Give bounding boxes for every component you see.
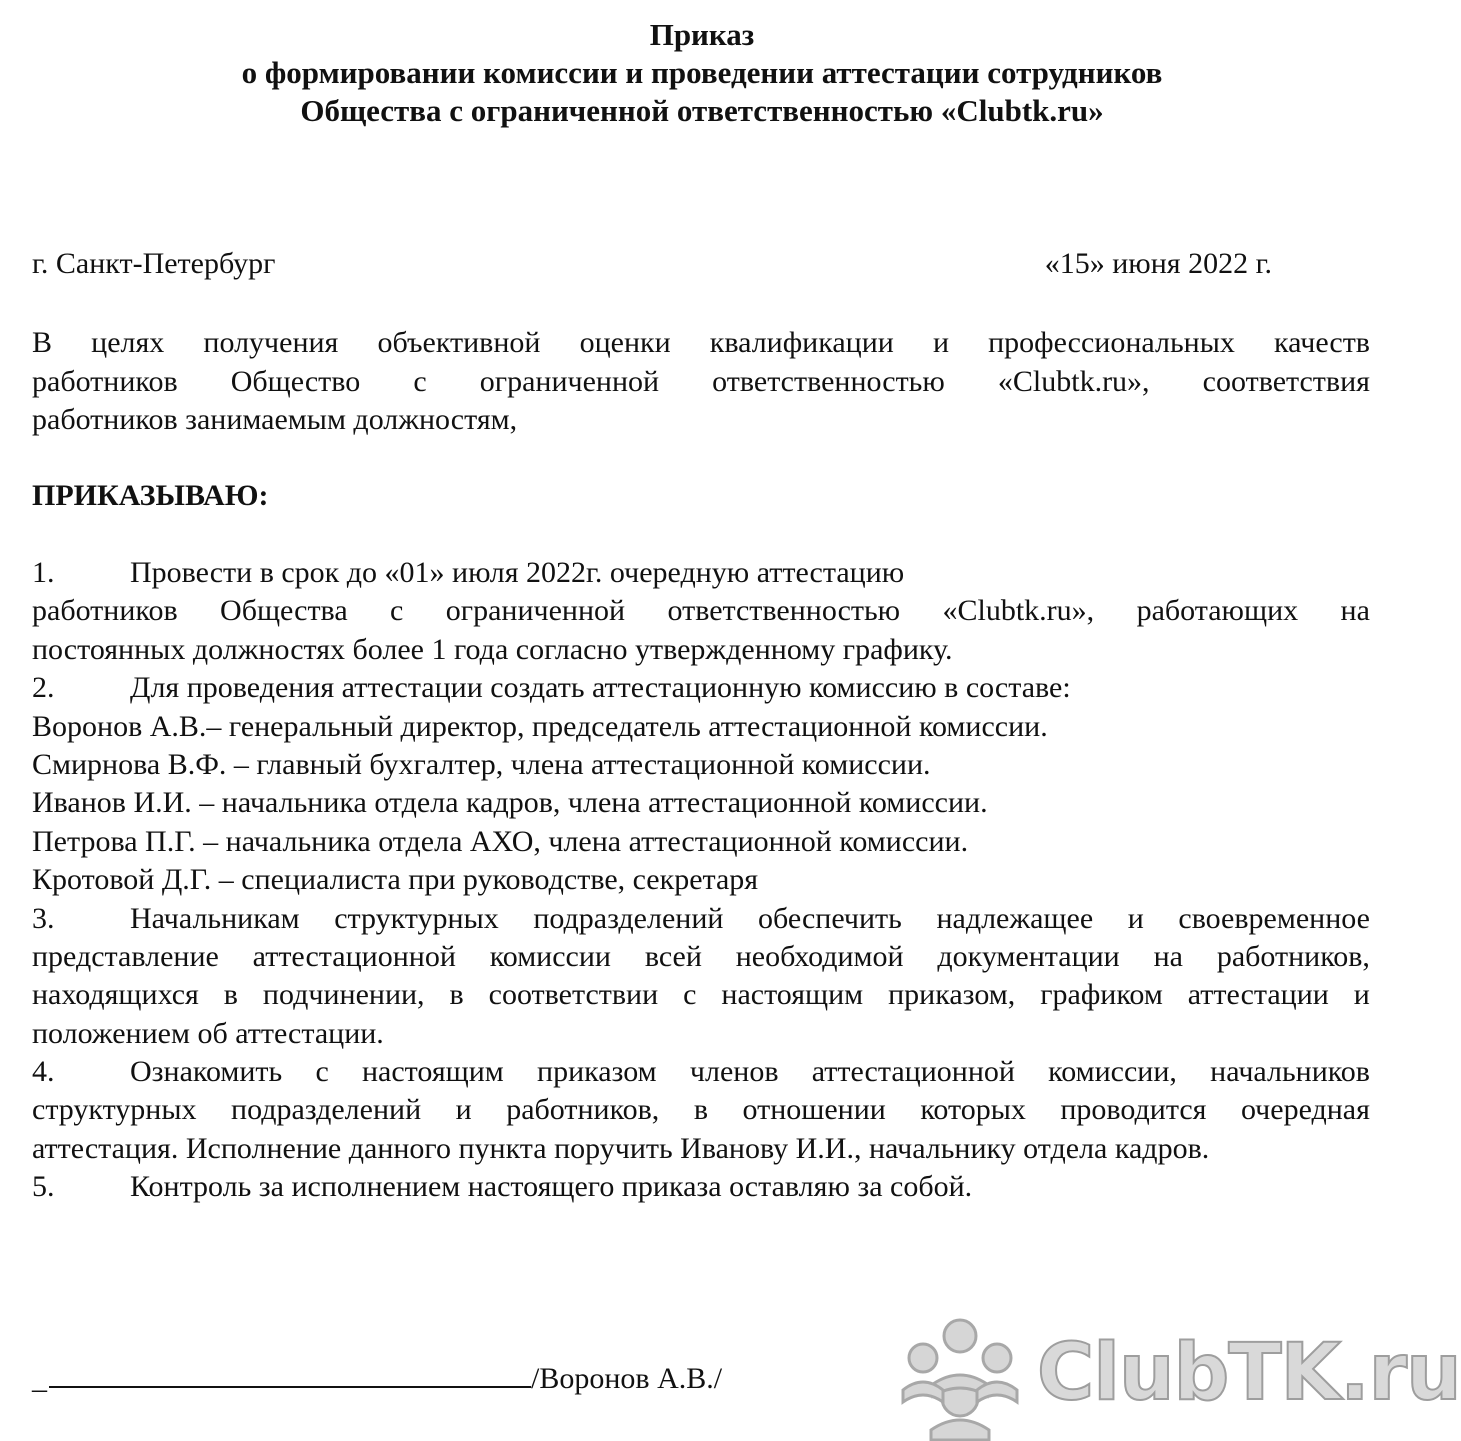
word: начальников <box>1210 1055 1370 1089</box>
word: Общество <box>230 364 361 398</box>
word: и <box>1353 978 1370 1012</box>
word: всей <box>644 939 702 973</box>
word: Общества <box>220 594 348 628</box>
word: получения <box>203 326 339 359</box>
item-4-number: 4. <box>32 1055 55 1089</box>
word: объективной <box>377 326 541 359</box>
word: ответственностью <box>712 364 945 398</box>
word: Начальникам <box>130 901 300 935</box>
word: очередная <box>1240 1093 1370 1127</box>
word: и <box>932 326 949 359</box>
word: своевременное <box>1178 901 1370 935</box>
item-1-text: Провести в срок до «01» июля 2022г. очередную аттестацию <box>130 556 905 589</box>
signature-line <box>49 1358 531 1388</box>
commission-member: Петрова П.Г. – начальника отдела АХО, члена аттестационной комиссии. <box>32 824 969 858</box>
word: в <box>693 1093 708 1127</box>
word: с <box>315 1055 329 1089</box>
word: квалификации <box>709 326 894 359</box>
word: В <box>32 326 53 359</box>
item-2-text: Для проведения аттестации создать аттестационную комиссию в составе: <box>130 671 1071 705</box>
commission-member: Воронов А.В.– генеральный директор, председатель аттестационной комиссии. <box>32 709 1048 743</box>
item-1-line-3: постоянных должностях более 1 года согласно утвержденному графику. <box>32 632 953 666</box>
word: приказом <box>537 1055 657 1089</box>
word: структурных <box>334 901 499 935</box>
word: «Clubtk.ru», <box>997 364 1150 398</box>
word: членов <box>689 1055 779 1089</box>
word: настоящим <box>721 978 864 1012</box>
signature-block <box>32 1358 722 1398</box>
word: ограниченной <box>445 594 626 628</box>
word: работников <box>32 364 178 398</box>
word: оценки <box>579 326 671 359</box>
item-4-line-1 <box>32 1053 1370 1091</box>
order-items <box>32 554 1370 1207</box>
item-3-line-2 <box>32 938 1370 976</box>
item-4-line-1-words <box>130 1053 1370 1091</box>
word: аттестации <box>1187 978 1329 1012</box>
word: необходимой <box>735 939 904 973</box>
item-1-number: 1. <box>32 556 55 589</box>
word: работников, <box>1216 939 1370 973</box>
word: структурных <box>32 1093 197 1127</box>
order-word: ПРИКАЗЫВАЮ: <box>32 479 269 512</box>
preamble-line-1 <box>32 324 1370 363</box>
commission-member: Кротовой Д.Г. – специалиста при руководстве, секретаря <box>32 863 759 897</box>
word: отношении <box>742 1093 886 1127</box>
preamble-line-3: работников занимаемым должностям, <box>32 403 518 436</box>
item-3-line-1 <box>32 900 1370 938</box>
item-2-line-1 <box>32 669 1370 707</box>
word: комиссии, <box>1048 1055 1177 1089</box>
title-heading: Приказ <box>649 17 755 52</box>
signature-prefix: _ <box>32 1362 47 1395</box>
item-2-number: 2. <box>32 671 55 705</box>
word: Ознакомить <box>130 1055 283 1089</box>
word: подчинении, <box>262 978 425 1012</box>
word: находящихся <box>32 978 199 1012</box>
commission-member: Иванов И.И. – начальника отдела кадров, члена аттестационной комиссии. <box>32 786 988 820</box>
preamble <box>32 324 1370 440</box>
document-title <box>0 16 1404 130</box>
word: документации <box>937 939 1120 973</box>
word: в <box>449 978 464 1012</box>
title-subject: о формировании комиссии и проведении аттестации сотрудников <box>241 55 1163 90</box>
word: настоящим <box>362 1055 504 1089</box>
people-logo-icon <box>893 1306 1028 1441</box>
word: с <box>413 364 427 398</box>
word: с <box>390 594 404 628</box>
watermark-text: ClubTK.ru <box>1037 1328 1461 1418</box>
word: графиком <box>1040 978 1163 1012</box>
word: соответствии <box>488 978 659 1012</box>
item-5-text: Контроль за исполнением настоящего приказа оставляю за собой. <box>130 1170 973 1204</box>
word: надлежащее <box>936 901 1094 935</box>
item-1-line-2 <box>32 592 1370 630</box>
item-5-number: 5. <box>32 1170 55 1204</box>
word: в <box>223 978 238 1012</box>
preamble-line-2 <box>32 363 1370 402</box>
word: на <box>1340 594 1370 628</box>
item-3-number: 3. <box>32 901 55 935</box>
word: целях <box>91 326 165 359</box>
word: «Clubtk.ru», <box>942 594 1095 628</box>
word: подразделений <box>231 1093 422 1127</box>
word: качеств <box>1274 326 1370 359</box>
item-1-line-1 <box>32 554 1370 592</box>
item-3-line-1-words <box>130 900 1370 938</box>
word: работающих <box>1136 594 1299 628</box>
word: комиссии <box>489 939 611 973</box>
signatory-name: /Воронов А.В./ <box>531 1362 723 1395</box>
word: соответствия <box>1202 364 1370 398</box>
word: проводится <box>1060 1093 1207 1127</box>
word: работников, <box>506 1093 660 1127</box>
title-company: Общества с ограниченной ответственностью «Clubtk.ru» <box>300 93 1104 128</box>
word: профессиональных <box>988 326 1235 359</box>
word: работников <box>32 594 178 628</box>
word: аттестационной <box>811 1055 1015 1089</box>
word: ограниченной <box>479 364 660 398</box>
word: обеспечить <box>758 901 902 935</box>
commission-member: Смирнова В.Ф. – главный бухгалтер, члена аттестационной комиссии. <box>32 747 931 781</box>
item-5-line-1 <box>32 1168 1370 1206</box>
item-4-line-2 <box>32 1091 1370 1129</box>
word: представление <box>32 939 219 973</box>
item-3-line-4: положением об аттестации. <box>32 1016 384 1050</box>
word: и <box>455 1093 472 1127</box>
item-4-line-3: аттестация. Исполнение данного пункта поручить Иванову И.И., начальнику отдела кадров. <box>32 1131 1210 1165</box>
word: которых <box>920 1093 1026 1127</box>
city: г. Санкт-Петербург <box>32 247 276 280</box>
word: ответственностью <box>667 594 901 628</box>
item-3-line-3 <box>32 976 1370 1014</box>
order-date: «15» июня 2022 г. <box>1044 247 1272 280</box>
word: на <box>1153 939 1183 973</box>
word: приказом, <box>888 978 1016 1012</box>
clubtk-watermark <box>893 1306 1461 1441</box>
word: с <box>683 978 697 1012</box>
word: аттестационной <box>252 939 456 973</box>
word: и <box>1127 901 1144 935</box>
word: подразделений <box>533 901 724 935</box>
